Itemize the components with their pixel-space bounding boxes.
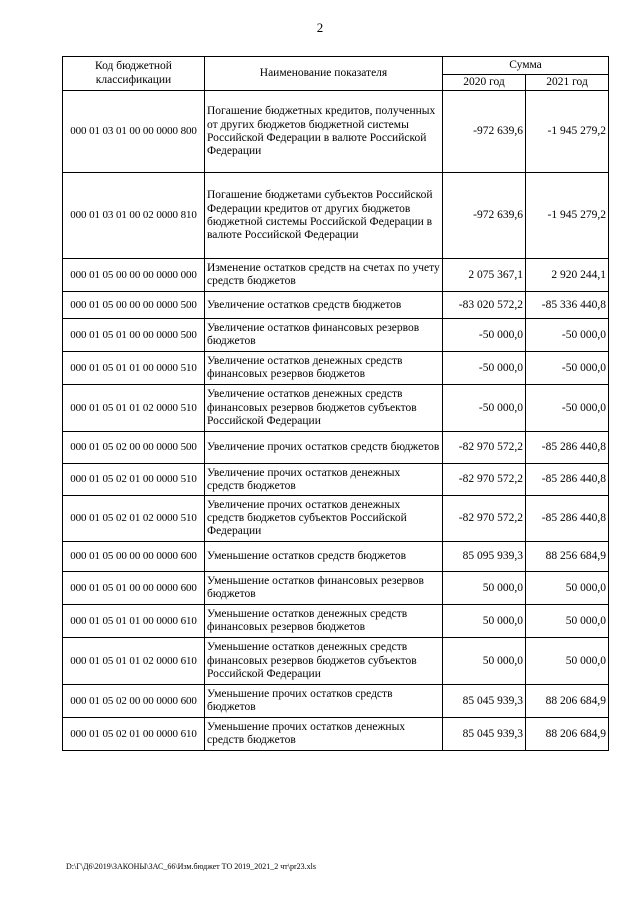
row-value-2021: -50 000,0 [526,319,609,352]
row-value-2021: 88 256 684,9 [526,542,609,572]
row-value-2020: -50 000,0 [443,385,526,432]
row-value-2020: 2 075 367,1 [443,259,526,292]
row-code: 000 01 03 01 00 02 0000 810 [63,173,205,259]
row-code: 000 01 05 00 00 00 0000 500 [63,292,205,319]
table-row [63,638,609,685]
row-name: Уменьшение остатков денежных средств финансовых резервов бюджетов субъектов Российской Федерации [205,638,443,685]
row-value-2021: -1 945 279,2 [526,173,609,259]
table-row [63,572,609,605]
row-value-2021: -85 286 440,8 [526,464,609,496]
row-name: Погашение бюджетных кредитов, полученных от других бюджетов бюджетной системы Российской Федерации в валюте Российской Федерации [205,91,443,173]
row-name: Погашение бюджетами субъектов Российской Федерации кредитов от других бюджетов бюджетной системы Российской Федерации в валюте Российской Федерации [205,173,443,259]
row-code: 000 01 05 00 00 00 0000 600 [63,542,205,572]
table-row [63,496,609,542]
table-row [63,319,609,352]
header-year-2021: 2021 год [526,75,609,91]
row-name: Уменьшение остатков финансовых резервов бюджетов [205,572,443,605]
row-code: 000 01 05 02 00 00 0000 600 [63,685,205,718]
row-value-2020: 50 000,0 [443,638,526,685]
row-value-2020: -82 970 572,2 [443,432,526,464]
row-value-2020: -82 970 572,2 [443,464,526,496]
row-name: Увеличение остатков финансовых резервов бюджетов [205,319,443,352]
row-value-2020: 85 045 939,3 [443,685,526,718]
row-name: Увеличение прочих остатков средств бюджетов [205,432,443,464]
row-name: Увеличение остатков денежных средств финансовых резервов бюджетов субъектов Российской Федерации [205,385,443,432]
row-code: 000 01 03 01 00 00 0000 800 [63,91,205,173]
row-value-2021: 2 920 244,1 [526,259,609,292]
row-code: 000 01 05 02 00 00 0000 500 [63,432,205,464]
row-code: 000 01 05 02 01 02 0000 510 [63,496,205,542]
page-number: 2 [316,20,324,35]
header-sum: Сумма [443,57,609,75]
row-name: Уменьшение остатков средств бюджетов [205,542,443,572]
budget-table [62,56,609,751]
row-code: 000 01 05 02 01 00 0000 610 [63,718,205,751]
row-value-2021: -85 286 440,8 [526,496,609,542]
row-code: 000 01 05 01 01 00 0000 510 [63,352,205,385]
row-value-2021: -85 336 440,8 [526,292,609,319]
row-value-2020: 85 095 939,3 [443,542,526,572]
row-value-2021: 50 000,0 [526,638,609,685]
table-row [63,352,609,385]
row-name: Изменение остатков средств на счетах по учету средств бюджетов [205,259,443,292]
row-code: 000 01 05 01 00 00 0000 500 [63,319,205,352]
header-code: Код бюджетной классификации [63,57,205,91]
row-value-2020: -83 020 572,2 [443,292,526,319]
table-row [63,718,609,751]
row-value-2021: -85 286 440,8 [526,432,609,464]
table-row [63,292,609,319]
file-path-footer: D:\Г\Д6\2019\ЗАКОНЫ\ЗАС_66\Изм.бюджет ТО 2019_2021_2 чт\pr23.xls [66,862,316,871]
row-name: Увеличение остатков средств бюджетов [205,292,443,319]
table-row [63,464,609,496]
row-name: Уменьшение прочих остатков средств бюджетов [205,685,443,718]
row-value-2021: 50 000,0 [526,572,609,605]
table-row [63,542,609,572]
row-value-2021: 88 206 684,9 [526,718,609,751]
row-name: Уменьшение прочих остатков денежных средств бюджетов [205,718,443,751]
row-value-2020: -972 639,6 [443,91,526,173]
table-row [63,385,609,432]
row-name: Увеличение остатков денежных средств финансовых резервов бюджетов [205,352,443,385]
row-value-2020: -972 639,6 [443,173,526,259]
row-code: 000 01 05 01 01 02 0000 510 [63,385,205,432]
row-value-2020: -82 970 572,2 [443,496,526,542]
row-code: 000 01 05 02 01 00 0000 510 [63,464,205,496]
row-value-2020: 85 045 939,3 [443,718,526,751]
table-row [63,685,609,718]
row-name: Уменьшение остатков денежных средств финансовых резервов бюджетов [205,605,443,638]
table-row [63,173,609,259]
table-row [63,605,609,638]
table-row [63,91,609,173]
table-row [63,432,609,464]
row-value-2020: -50 000,0 [443,319,526,352]
row-value-2021: -50 000,0 [526,385,609,432]
row-value-2020: 50 000,0 [443,605,526,638]
row-value-2021: 50 000,0 [526,605,609,638]
table-row [63,259,609,292]
row-value-2021: 88 206 684,9 [526,685,609,718]
row-code: 000 01 05 01 00 00 0000 600 [63,572,205,605]
row-value-2020: -50 000,0 [443,352,526,385]
row-value-2021: -1 945 279,2 [526,91,609,173]
row-value-2020: 50 000,0 [443,572,526,605]
header-name: Наименование показателя [205,57,443,91]
row-name: Увеличение прочих остатков денежных средств бюджетов [205,464,443,496]
row-name: Увеличение прочих остатков денежных средств бюджетов субъектов Российской Федерации [205,496,443,542]
header-year-2020: 2020 год [443,75,526,91]
row-value-2021: -50 000,0 [526,352,609,385]
row-code: 000 01 05 01 01 02 0000 610 [63,638,205,685]
row-code: 000 01 05 00 00 00 0000 000 [63,259,205,292]
row-code: 000 01 05 01 01 00 0000 610 [63,605,205,638]
